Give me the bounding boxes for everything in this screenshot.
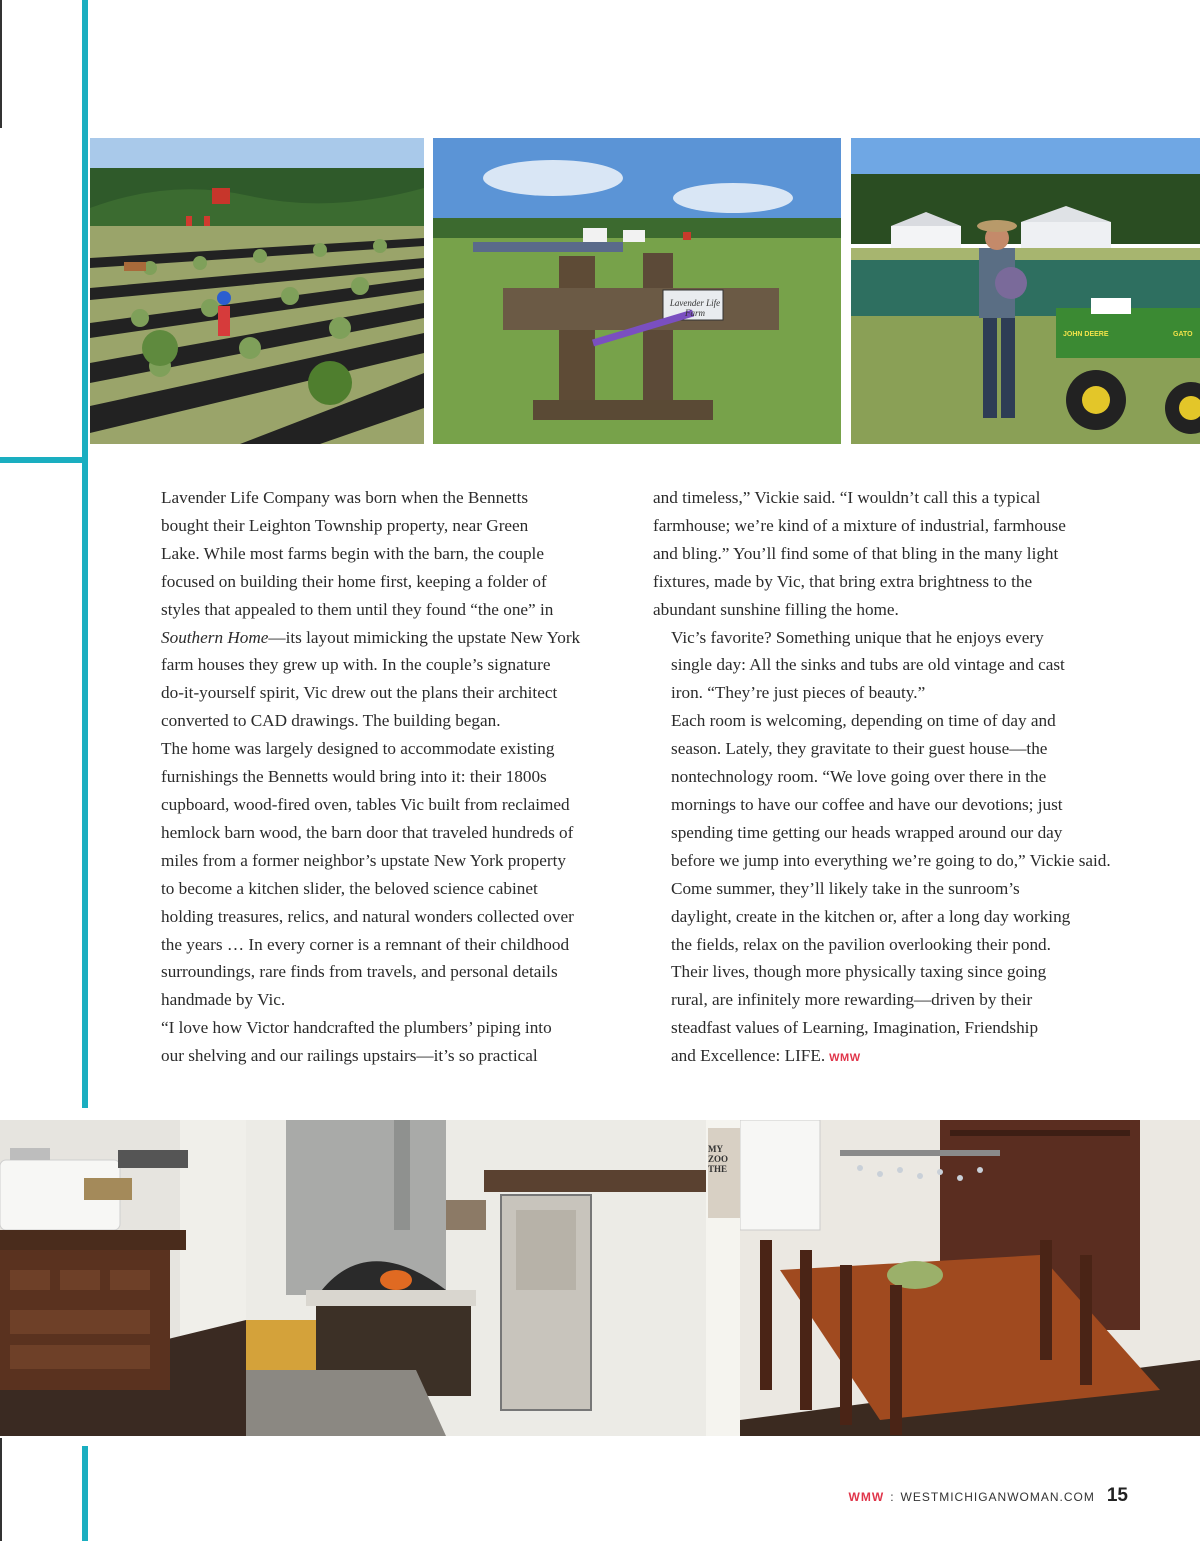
teal-frame-top [82, 0, 88, 462]
pond-tractor-photo [851, 138, 1200, 444]
vintage-sink-photo [0, 1120, 246, 1436]
farm-sign-photo [433, 138, 841, 444]
footer-brand: WMW [848, 1490, 885, 1504]
paragraph-1: Lavender Life Company was born when the Bennetts bought their Leighton Township property, near Green Lake. While most farms begin with the barn, the couple focused on building their home first, keeping a folder of styles that appealed to them until they found “the one” in Southern Home—its layout mimicking the upstate New York farm houses they grew up with. In the couple’s signature do-it-yourself spirit, Vic drew out the plans their architect converted to CAD drawings. The building began. [161, 488, 581, 731]
page-edge-line-top [0, 0, 2, 128]
tractor-brand-text: JOHN DEERE [1063, 331, 1109, 338]
article-column-left [143, 484, 623, 1070]
wmw-signoff: WMW [829, 1052, 861, 1065]
pizza-oven-kitchen-photo [246, 1120, 740, 1436]
tractor-model-text: GATO [1173, 331, 1193, 338]
farm-sign-text: Lavender Life Farm [669, 298, 721, 318]
article-column-right [653, 484, 1133, 1073]
teal-frame-middle [82, 457, 88, 1108]
paragraph-3-continued: and timeless,” Vickie said. “I wouldn’t call this a typical farmhouse; we’re kind of a mixture of industrial, farmhouse and bling.” You’ll find some of that bling in the many light fixtures, made by Vic, that bring extra brightness to the abundant sunshine filling the home. [653, 488, 1066, 619]
page-edge-line-bottom [0, 1438, 2, 1541]
footer-separator: : [890, 1490, 895, 1504]
magazine-title: Southern Home [161, 627, 269, 647]
page-number: 15 [1106, 1485, 1128, 1506]
paragraph-4: Vic’s favorite? Something unique that he enjoys every single day: All the sinks and tubs are old vintage and cast iron. “They’re just pieces of beauty.” [671, 627, 1065, 703]
page-footer [849, 1485, 1128, 1507]
kitchen-sign-text: MY ZOO THE [708, 1144, 729, 1174]
paragraph-3: “I love how Victor handcrafted the plumbers’ piping into our shelving and our railings upstairs—it’s so practical [161, 1018, 552, 1066]
paragraph-2: The home was largely designed to accommodate existing furnishings the Bennetts would bring into it: their 1800s cupboard, wood-fired oven, tables Vic built from reclaimed hemlock barn wood, the barn door that traveled hundreds of miles from a former neighbor’s upstate New York property to become a kitchen slider, the beloved science cabinet holding treasures, relics, and natural wonders collected over the years … In every corner is a remnant of their childhood surroundings, rare finds from travels, and personal details handmade by Vic. [161, 739, 574, 1010]
footer-website: WESTMICHIGANWOMAN.COM [900, 1490, 1095, 1504]
dining-room-photo [740, 1120, 1200, 1436]
paragraph-5: Each room is welcoming, depending on time of day and season. Lately, they gravitate to their guest house—the nontechnology room. “We love going over there in the mornings to have our coffee and have our devotions; just spending time getting our heads wrapped around our day before we jump into everything we’re going to do,” Vickie said. [671, 711, 1111, 870]
teal-frame-bottom [82, 1446, 88, 1541]
lavender-field-photo [90, 138, 424, 444]
paragraph-6: Come summer, they’ll likely take in the sunroom’s daylight, create in the kitchen or, after a long day working the fields, relax on the pavilion overlooking their pond. Their lives, though more physically taxing since going rural, are infinitely more rewarding—driven by their steadfast values of Learning, Imagination, Friendship and Excellence: LIFE. WMW [671, 878, 1071, 1066]
teal-frame-corner [0, 457, 88, 463]
